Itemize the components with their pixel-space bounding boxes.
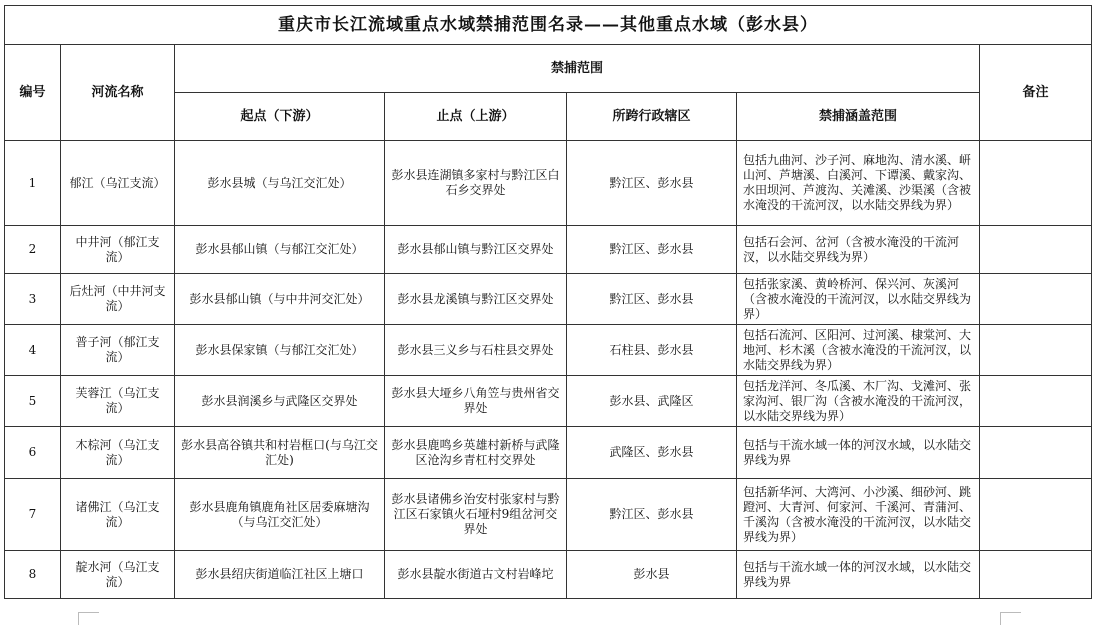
row-river: 普子河（郁江支流） <box>61 325 175 376</box>
row-coverage: 包括新华河、大湾河、小沙溪、细砂河、跳蹬河、大青河、何家河、千溪河、青蒲河、千溪沟（含被水淹没的干流河汊，以水陆交界线为界） <box>737 479 980 551</box>
header-note: 备注 <box>980 45 1092 141</box>
row-number: 7 <box>5 479 61 551</box>
row-start: 彭水县绍庆街道临江社区上塘口 <box>175 551 385 599</box>
row-river: 木棕河（乌江支流） <box>61 427 175 479</box>
row-note <box>980 325 1092 376</box>
ban-list-table <box>4 5 1092 599</box>
row-coverage: 包括石流河、区阳河、过河溪、棣棠河、大地河、杉木溪（含被水淹没的干流河汊，以水陆交界线为界） <box>737 325 980 376</box>
row-river: 靛水河（乌江支流） <box>61 551 175 599</box>
row-start: 彭水县高谷镇共和村岩框口(与乌江交汇处) <box>175 427 385 479</box>
row-note <box>980 226 1092 274</box>
row-district: 彭水县 <box>567 551 737 599</box>
row-river: 郁江（乌江支流） <box>61 141 175 226</box>
document-title: 重庆市长江流域重点水域禁捕范围名录——其他重点水域（彭水县） <box>5 6 1092 45</box>
page-corner-marker <box>1000 612 1021 625</box>
row-note <box>980 551 1092 599</box>
row-district: 石柱县、彭水县 <box>567 325 737 376</box>
header-district: 所跨行政辖区 <box>567 93 737 141</box>
row-start: 彭水县润溪乡与武隆区交界处 <box>175 376 385 427</box>
header-scope: 禁捕范围 <box>175 45 980 93</box>
row-district: 黔江区、彭水县 <box>567 226 737 274</box>
table-row <box>5 226 1092 274</box>
row-note <box>980 427 1092 479</box>
header-start: 起点（下游） <box>175 93 385 141</box>
row-number: 6 <box>5 427 61 479</box>
table-row <box>5 479 1092 551</box>
row-district: 彭水县、武隆区 <box>567 376 737 427</box>
row-number: 3 <box>5 274 61 325</box>
row-river: 后灶河（中井河支流） <box>61 274 175 325</box>
header-end: 止点（上游） <box>385 93 567 141</box>
row-start: 彭水县保家镇（与郁江交汇处） <box>175 325 385 376</box>
row-coverage: 包括石会河、岔河（含被水淹没的干流河汊，以水陆交界线为界） <box>737 226 980 274</box>
header-coverage: 禁捕涵盖范围 <box>737 93 980 141</box>
row-start: 彭水县郁山镇（与中井河交汇处） <box>175 274 385 325</box>
row-district: 黔江区、彭水县 <box>567 479 737 551</box>
table-row <box>5 141 1092 226</box>
row-end: 彭水县三义乡与石柱县交界处 <box>385 325 567 376</box>
row-end: 彭水县郁山镇与黔江区交界处 <box>385 226 567 274</box>
page-corner-marker <box>78 612 99 625</box>
row-coverage: 包括九曲河、沙子河、麻地沟、清水溪、岍山河、芦塘溪、白溪河、下谭溪、戴家沟、水田坝河、芦渡沟、关滩溪、沙渠溪（含被水淹没的干流河汊，以水陆交界线为界） <box>737 141 980 226</box>
row-number: 4 <box>5 325 61 376</box>
row-coverage: 包括龙洋河、冬瓜溪、木厂沟、戈滩河、张家沟河、银厂沟（含被水淹没的干流河汊，以水陆交界线为界） <box>737 376 980 427</box>
row-end: 彭水县靛水街道古文村岩峰坨 <box>385 551 567 599</box>
row-start: 彭水县郁山镇（与郁江交汇处） <box>175 226 385 274</box>
row-number: 2 <box>5 226 61 274</box>
row-number: 1 <box>5 141 61 226</box>
row-coverage: 包括与干流水域一体的河汊水域，以水陆交界线为界 <box>737 551 980 599</box>
row-river: 诸佛江（乌江支流） <box>61 479 175 551</box>
row-end: 彭水县诸佛乡治安村张家村与黔江区石家镇火石垭村9组岔河交界处 <box>385 479 567 551</box>
row-number: 5 <box>5 376 61 427</box>
header-river: 河流名称 <box>61 45 175 141</box>
table-row <box>5 376 1092 427</box>
row-river: 芙蓉江（乌江支流） <box>61 376 175 427</box>
row-end: 彭水县大垭乡八角笠与贵州省交界处 <box>385 376 567 427</box>
row-note <box>980 141 1092 226</box>
header-number: 编号 <box>5 45 61 141</box>
row-note <box>980 274 1092 325</box>
row-end: 彭水县连湖镇多家村与黔江区白石乡交界处 <box>385 141 567 226</box>
row-coverage: 包括与干流水域一体的河汊水域，以水陆交界线为界 <box>737 427 980 479</box>
row-end: 彭水县龙溪镇与黔江区交界处 <box>385 274 567 325</box>
row-note <box>980 376 1092 427</box>
table-row <box>5 325 1092 376</box>
row-start: 彭水县城（与乌江交汇处） <box>175 141 385 226</box>
row-district: 黔江区、彭水县 <box>567 141 737 226</box>
row-note <box>980 479 1092 551</box>
row-district: 黔江区、彭水县 <box>567 274 737 325</box>
table-row <box>5 427 1092 479</box>
row-number: 8 <box>5 551 61 599</box>
row-district: 武隆区、彭水县 <box>567 427 737 479</box>
row-coverage: 包括张家溪、黄岭桥河、保兴河、灰溪河（含被水淹没的干流河汊，以水陆交界线为界） <box>737 274 980 325</box>
table-row <box>5 551 1092 599</box>
row-start: 彭水县鹿角镇鹿角社区居委麻塘沟（与乌江交汇处） <box>175 479 385 551</box>
row-end: 彭水县鹿鸣乡英雄村新桥与武隆区沧沟乡青杠村交界处 <box>385 427 567 479</box>
row-river: 中井河（郁江支流） <box>61 226 175 274</box>
table-row <box>5 274 1092 325</box>
